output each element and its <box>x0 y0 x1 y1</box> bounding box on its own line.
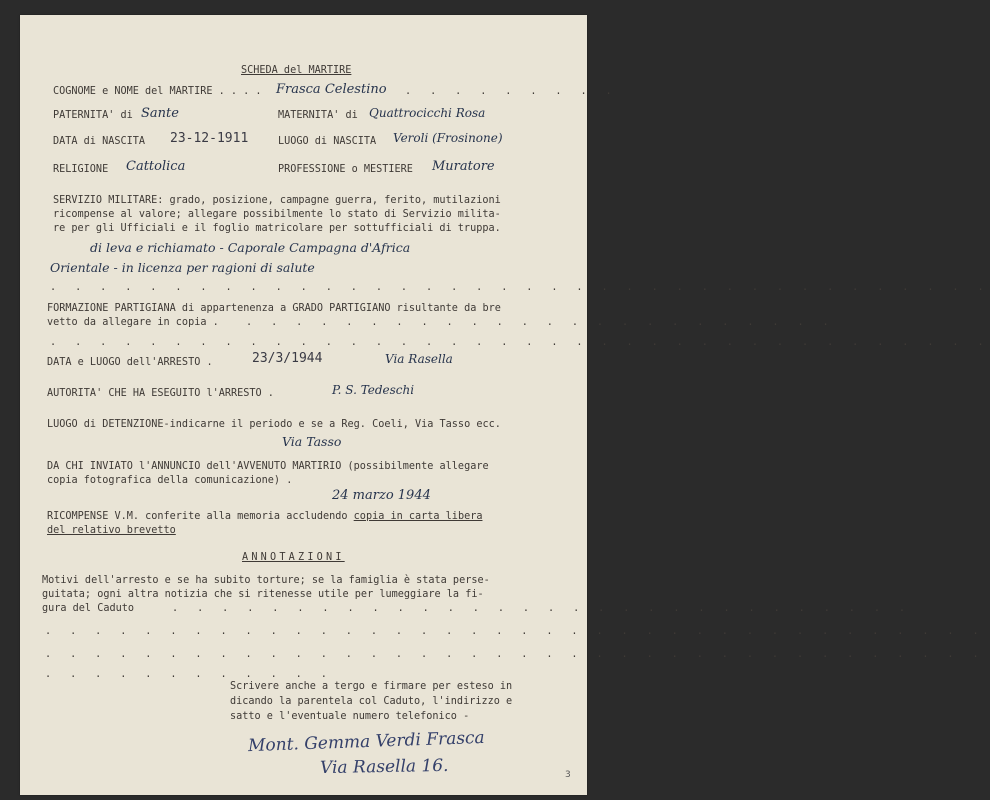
annotazioni-dots-4: . . . . . . . . . . . . <box>45 669 334 680</box>
religione-label: RELIGIONE <box>53 164 109 175</box>
professione-label: PROFESSIONE o MESTIERE <box>278 164 413 175</box>
formazione-line-1: FORMAZIONE PARTIGIANA di appartenenza a GRADO PARTIGIANO risultante da bre <box>47 303 501 314</box>
formazione-line-2: vetto da allegare in copia . <box>47 317 219 328</box>
servizio-line-2: ricompense al valore; allegare possibilmente lo stato di Servizio milita- <box>53 209 501 220</box>
servizio-handwritten-2: Orientale - in licenza per ragioni di salute <box>50 260 315 275</box>
annotazioni-line-3: gura del Caduto <box>42 603 135 614</box>
autorita-label: AUTORITA' CHE HA ESEGUITO l'ARRESTO . <box>47 388 274 399</box>
page-number: 3 <box>565 770 571 780</box>
annuncio-line-2: copia fotografica della comunicazione) . <box>47 475 293 486</box>
annuncio-line-1: DA CHI INVIATO l'ANNUNCIO dell'AVVENUTO MARTIRIO (possibilmente allegare <box>47 461 489 472</box>
luogo-nascita-label: LUOGO di NASCITA <box>278 136 377 147</box>
autorita-value: P. S. Tedeschi <box>332 383 415 397</box>
signature-line-2: Via Rasella 16. <box>319 755 449 779</box>
cognome-value: Frasca Celestino <box>276 82 387 97</box>
servizio-handwritten-1: di leva e richiamato - Caporale Campagna d'Africa <box>90 240 411 255</box>
ricompense-line-2: del relativo brevetto <box>47 525 176 536</box>
annotazioni-line-2: guitata; ogni altra notizia che si ritenesse utile per lumeggiare la fi- <box>42 589 484 600</box>
arresto-luogo-value: Via Rasella <box>385 352 453 366</box>
annotazioni-heading: ANNOTAZIONI <box>242 552 345 563</box>
annotazioni-dots-1: . . . . . . . . . . . . . . . . . . . . . . . . . . . . . . <box>172 603 912 614</box>
formazione-dots-1: . . . . . . . . . . . . . . . . . . . . . . . . <box>246 317 836 328</box>
ricompense-text: RICOMPENSE V.M. conferite alla memoria accludendo <box>47 511 354 522</box>
cognome-dots: . . . . . . . . . <box>405 86 619 97</box>
maternita-label: MATERNITA' di <box>278 110 358 121</box>
ricompense-line-1 <box>47 511 482 522</box>
data-nascita-value: 23-12-1911 <box>170 131 249 146</box>
document-sheet <box>20 15 990 795</box>
servizio-dots-1: . . . . . . . . . . . . . . . . . . . . . . . . . . . . . . . . . . . . . . <box>50 282 990 293</box>
data-nascita-label: DATA di NASCITA <box>53 136 146 147</box>
ricompense-copia: copia in carta libera <box>353 511 483 522</box>
maternita-value: Quattrocicchi Rosa <box>369 106 486 120</box>
religione-value: Cattolica <box>126 159 186 174</box>
professione-value: Muratore <box>432 159 495 174</box>
annotazioni-line-1: Motivi dell'arresto e se ha subito torture; se la famiglia è stata perse- <box>42 575 490 586</box>
footer-note-line-1: Scrivere anche a tergo e firmare per esteso in <box>230 681 513 692</box>
footer-note-line-2: dicando la parentela col Caduto, l'indirizzo e <box>230 696 513 707</box>
footer-note-line-3: satto e l'eventuale numero telefonico - <box>230 711 470 722</box>
signature-line-1: Mont. Gemma Verdi Frasca <box>247 727 485 757</box>
luogo-nascita-value: Veroli (Frosinone) <box>393 131 503 145</box>
arresto-label: DATA e LUOGO dell'ARRESTO . <box>47 357 213 368</box>
arresto-data-value: 23/3/1944 <box>252 351 323 366</box>
detenzione-value: Via Tasso <box>282 434 342 449</box>
page-title: SCHEDA del MARTIRE <box>241 65 352 76</box>
paternita-value: Sante <box>141 106 179 121</box>
servizio-line-3: re per gli Ufficiali e il foglio matricolare per sottufficiali di truppa. <box>53 223 501 234</box>
annotazioni-dots-3: . . . . . . . . . . . . . . . . . . . . . . . . . . . . . . . . . . . . . . <box>45 649 986 660</box>
annotazioni-dots-2: . . . . . . . . . . . . . . . . . . . . . . . . . . . . . . . . . . . . . . <box>45 626 986 637</box>
annuncio-value: 24 marzo 1944 <box>332 488 431 503</box>
servizio-line-1: SERVIZIO MILITARE: grado, posizione, campagne guerra, ferito, mutilazioni <box>53 195 501 206</box>
formazione-dots-2: . . . . . . . . . . . . . . . . . . . . . . . . . . . . . . . . . . . . . . <box>50 337 990 348</box>
cognome-label: COGNOME e NOME del MARTIRE . . . . <box>53 86 262 97</box>
detenzione-label: LUOGO di DETENZIONE-indicarne il periodo e se a Reg. Coeli, Via Tasso ecc. <box>47 419 501 430</box>
paternita-label: PATERNITA' di <box>53 110 133 121</box>
